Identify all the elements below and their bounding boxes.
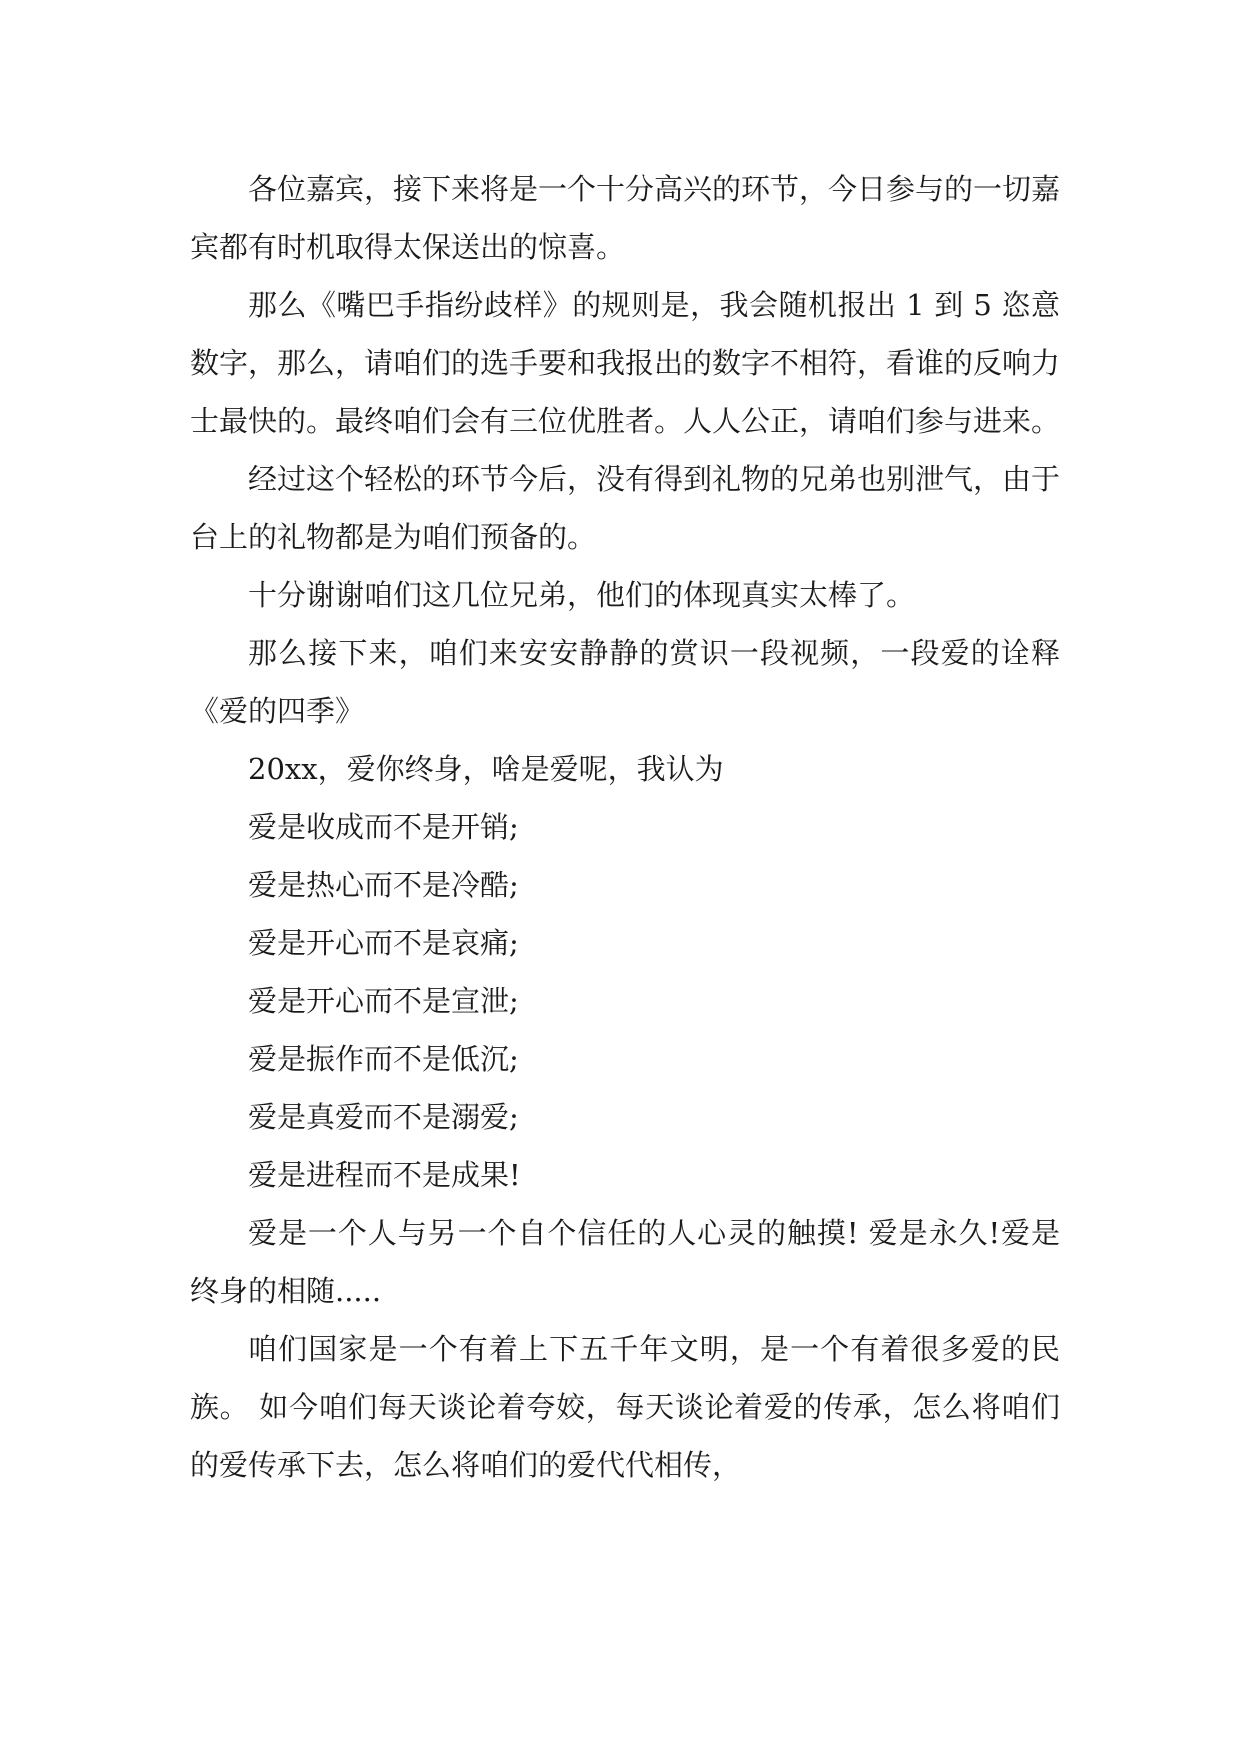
- paragraph-3: 经过这个轻松的环节今后，没有得到礼物的兄弟也别泄气，由于台上的礼物都是为咱们预备的。: [190, 462, 1061, 554]
- poem-line-4: 爱是开心而不是宣泄;: [248, 984, 519, 1018]
- paragraph-4: 十分谢谢咱们这几位兄弟，他们的体现真实太棒了。: [248, 578, 916, 612]
- paragraph-7: 爱是一个人与另一个自个信任的人心灵的触摸! 爱是永久!爱是终身的相随.....: [190, 1216, 1060, 1308]
- poem-line-7: 爱是进程而不是成果!: [248, 1158, 521, 1192]
- poem-line-3: 爱是开心而不是哀痛;: [248, 926, 519, 960]
- document-body: [190, 160, 1060, 1494]
- paragraph-5: 那么接下来，咱们来安安静静的赏识一段视频，一段爱的诠释《爱的四季》: [190, 636, 1060, 728]
- paragraph-2: 那么《嘴巴手指纷歧样》的规则是，我会随机报出 1 到 5 恣意数字，那么，请咱们的选手要和我报出的数字不相符，看谁的反响力士最快的。最终咱们会有三位优胜者。人人公正，请咱们参与进来。: [190, 288, 1061, 438]
- poem-line-6: 爱是真爱而不是溺爱;: [248, 1100, 519, 1134]
- paragraph-8: 咱们国家是一个有着上下五千年文明，是一个有着很多爱的民族。 如今咱们每天谈论着夸姣，每天谈论着爱的传承，怎么将咱们的爱传承下去，怎么将咱们的爱代代相传，: [190, 1332, 1060, 1482]
- poem-line-2: 爱是热心而不是冷酷;: [248, 868, 519, 902]
- paragraph-1: 各位嘉宾，接下来将是一个十分高兴的环节，今日参与的一切嘉宾都有时机取得太保送出的惊喜。: [190, 172, 1061, 264]
- paragraph-6: 20xx，爱你终身，啥是爱呢，我认为: [248, 752, 724, 786]
- poem-line-1: 爱是收成而不是开销;: [248, 810, 519, 844]
- poem-line-5: 爱是振作而不是低沉;: [248, 1042, 519, 1076]
